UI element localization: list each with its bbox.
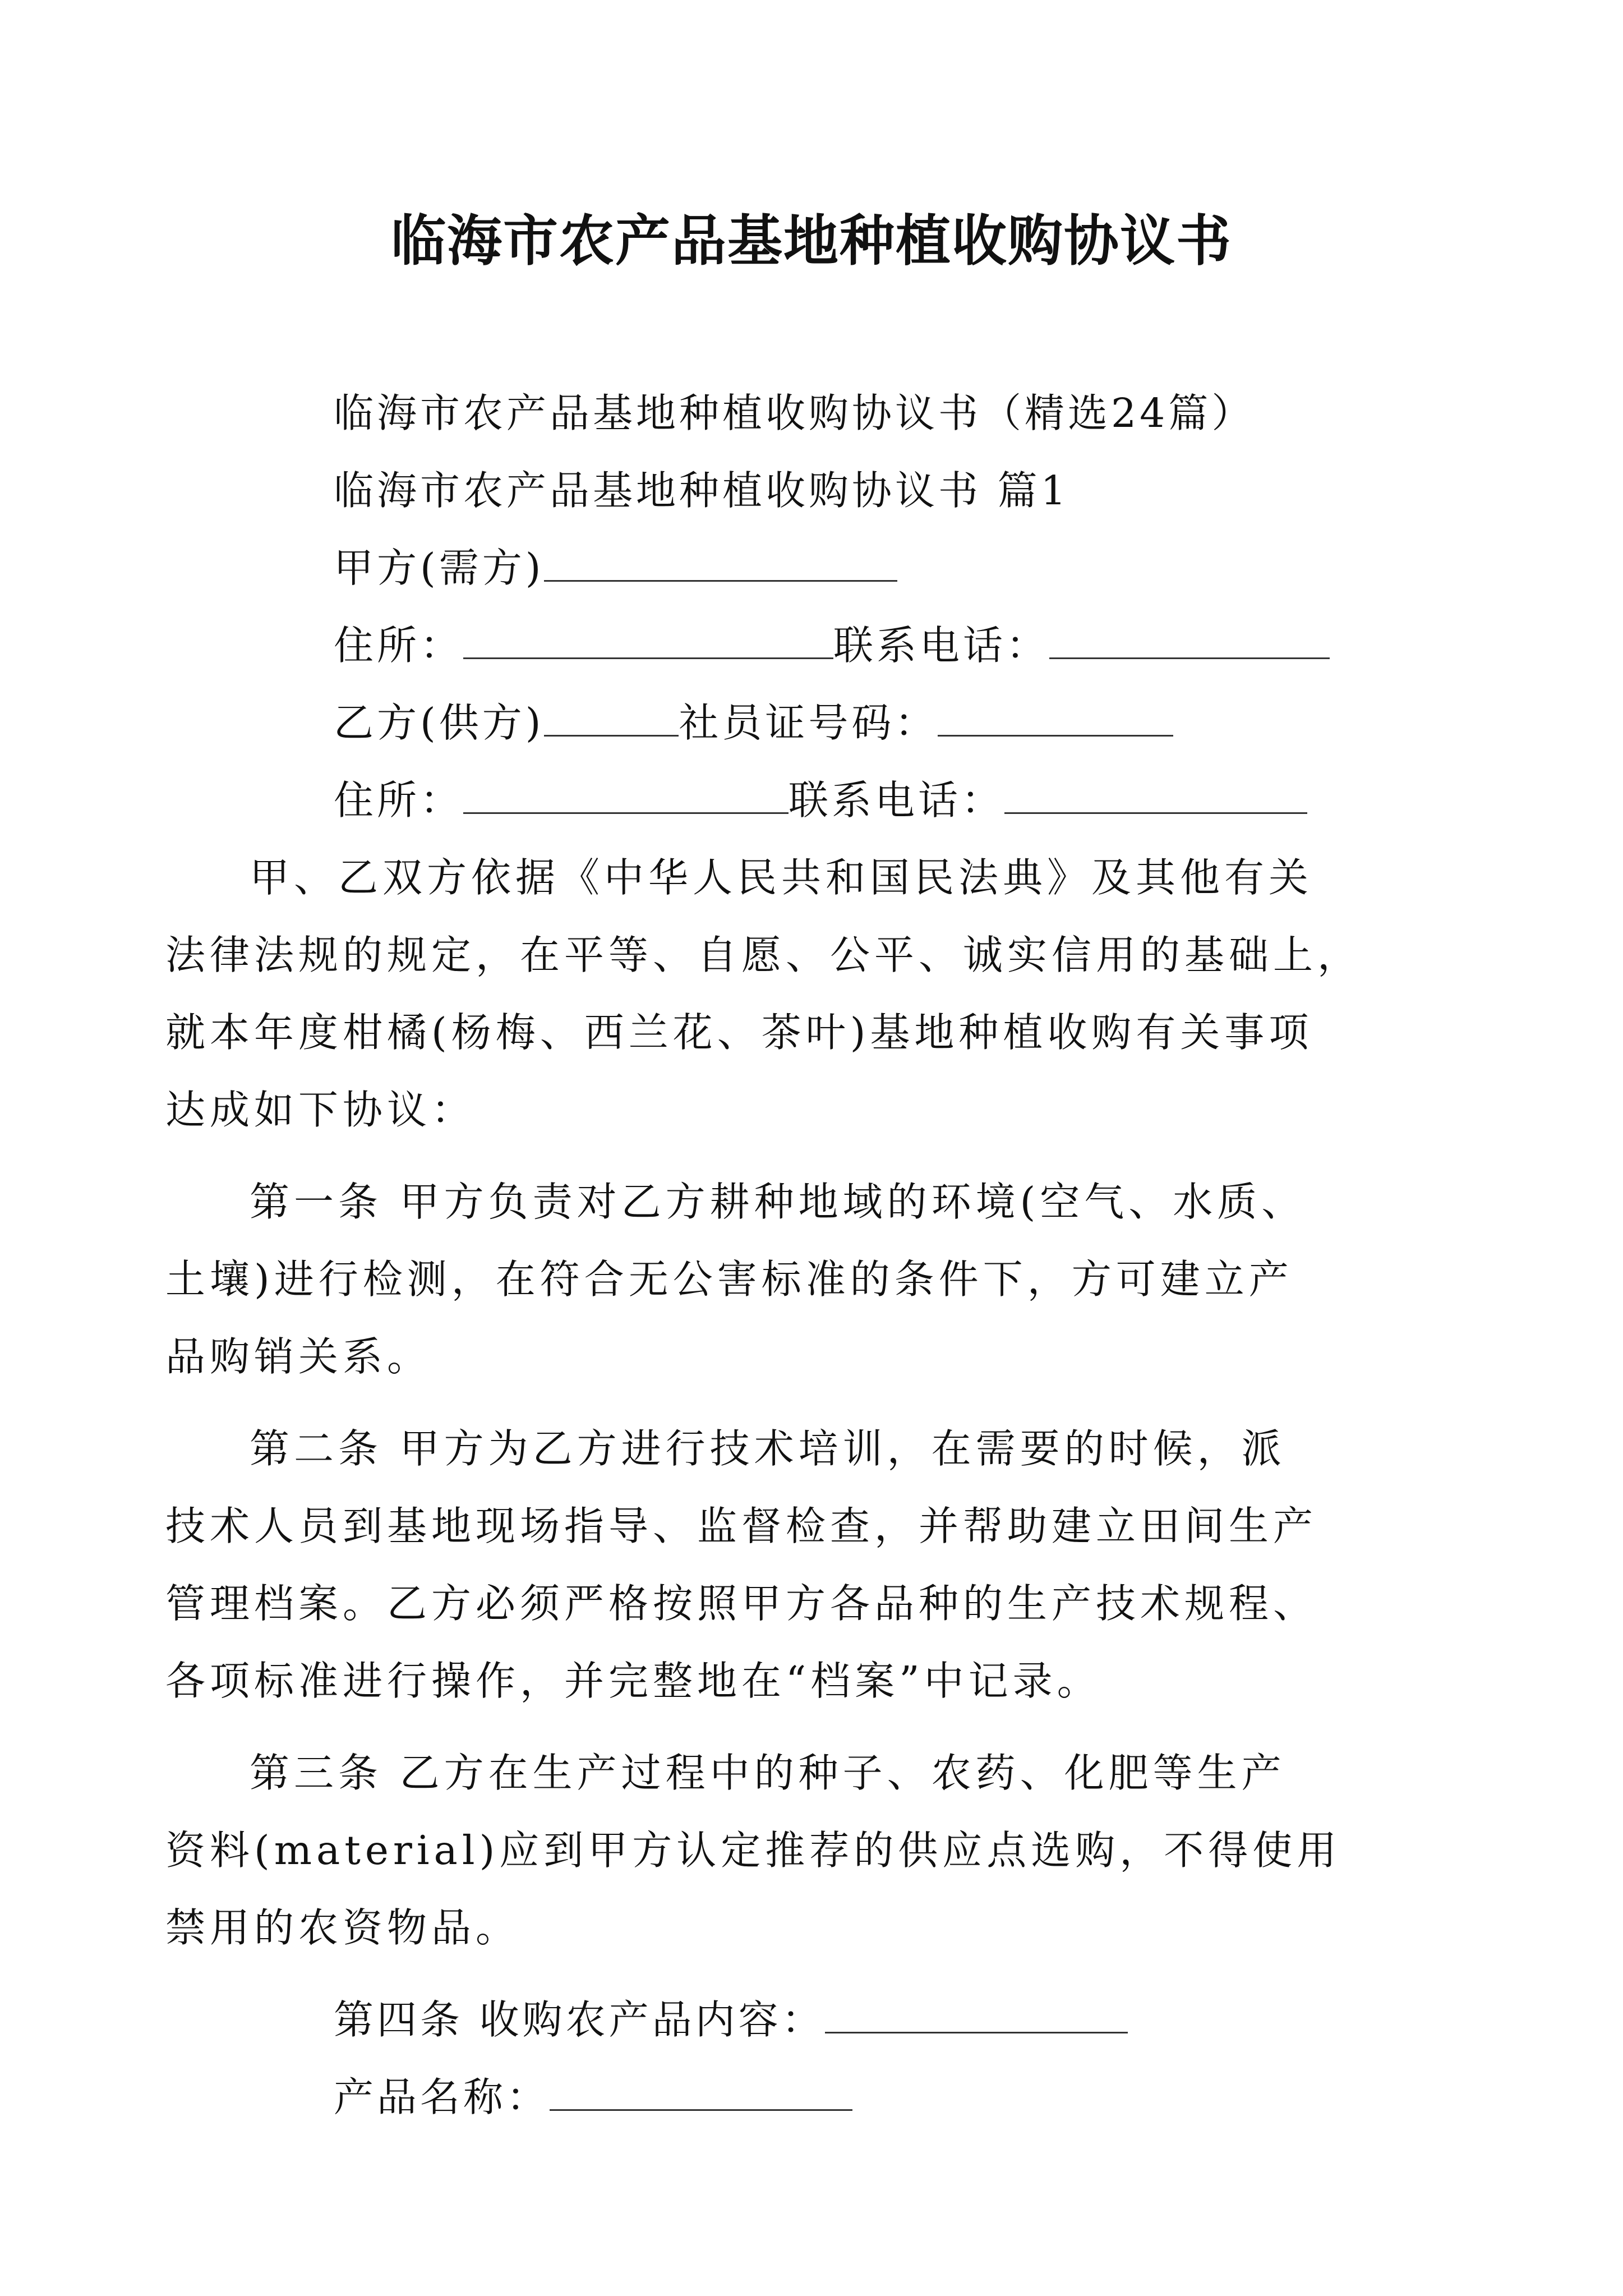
- intro-line: 就本年度柑橘(杨梅、西兰花、茶叶)基地种植收购有关事项: [165, 1009, 1313, 1056]
- article-4-label: 第四条 收购农产品内容：: [334, 1996, 825, 2043]
- party-a-address-blank: [463, 623, 833, 659]
- party-b-address-blank: [463, 777, 789, 814]
- product-name-line: [250, 2059, 1382, 2136]
- section-heading: 临海市农产品基地种植收购协议书 篇1: [334, 467, 1069, 514]
- party-b-address-label: 住所：: [334, 777, 464, 823]
- intro-line: 法律法规的规定，在平等、自愿、公平、诚实信用的基础上，: [165, 932, 1362, 978]
- article-3-line: 资料(material)应到甲方认定推荐的供应点选购，不得使用: [165, 1827, 1341, 1874]
- article-1: [165, 1163, 1382, 1396]
- party-a-address-label: 住所：: [334, 622, 464, 669]
- party-a-label: 甲方(需方): [334, 545, 545, 591]
- article-4-line: [250, 1981, 1382, 2059]
- party-a-name-blank: [544, 545, 897, 582]
- article-2-line: 各项标准进行操作，并完整地在“档案”中记录。: [165, 1658, 1101, 1704]
- product-name-blank: [550, 2074, 852, 2111]
- party-a-address-line: [250, 607, 1382, 684]
- party-b-name-blank: [544, 700, 679, 737]
- party-b-member-id-blank: [938, 700, 1173, 737]
- document-body: [165, 375, 1382, 2136]
- article-4-content-blank: [825, 1997, 1128, 2033]
- article-3-line: 第三条 乙方在生产过程中的种子、农药、化肥等生产: [250, 1750, 1286, 1796]
- intro-paragraph: [165, 839, 1382, 1149]
- article-3-line: 禁用的农资物品。: [165, 1904, 520, 1951]
- party-b-phone-label: 联系电话：: [789, 777, 1005, 823]
- party-a-phone-label: 联系电话：: [833, 622, 1050, 669]
- article-1-line: 品购销关系。: [165, 1333, 432, 1380]
- party-b-line: [250, 684, 1382, 762]
- document-title: 临海市农产品基地种植收购协议书: [390, 209, 1232, 273]
- intro-line: 甲、乙双方依据《中华人民共和国民法典》及其他有关: [250, 854, 1313, 901]
- article-3: [165, 1734, 1382, 1967]
- article-2-line: 管理档案。乙方必须严格按照甲方各品种的生产技术规程、: [165, 1580, 1318, 1627]
- article-1-line: 土壤)进行检测，在符合无公害标准的条件下，方可建立产: [165, 1256, 1293, 1303]
- subtitle: 临海市农产品基地种植收购协议书（精选24篇）: [334, 390, 1255, 436]
- party-b-member-id-label: 社员证号码：: [679, 700, 938, 746]
- article-2-line: 第二条 甲方为乙方进行技术培训，在需要的时候，派: [250, 1425, 1286, 1472]
- party-a-line: [250, 530, 1382, 607]
- party-b-address-line: [250, 762, 1382, 839]
- article-2: [165, 1410, 1382, 1720]
- intro-line: 达成如下协议：: [165, 1087, 476, 1133]
- party-b-label: 乙方(供方): [334, 700, 545, 746]
- article-1-line: 第一条 甲方负责对乙方耕种地域的环境(空气、水质、: [250, 1179, 1306, 1225]
- party-a-phone-blank: [1049, 623, 1330, 659]
- party-b-phone-blank: [1004, 777, 1307, 814]
- product-name-label: 产品名称：: [334, 2074, 550, 2120]
- article-2-line: 技术人员到基地现场指导、监督检查，并帮助建立田间生产: [165, 1503, 1318, 1549]
